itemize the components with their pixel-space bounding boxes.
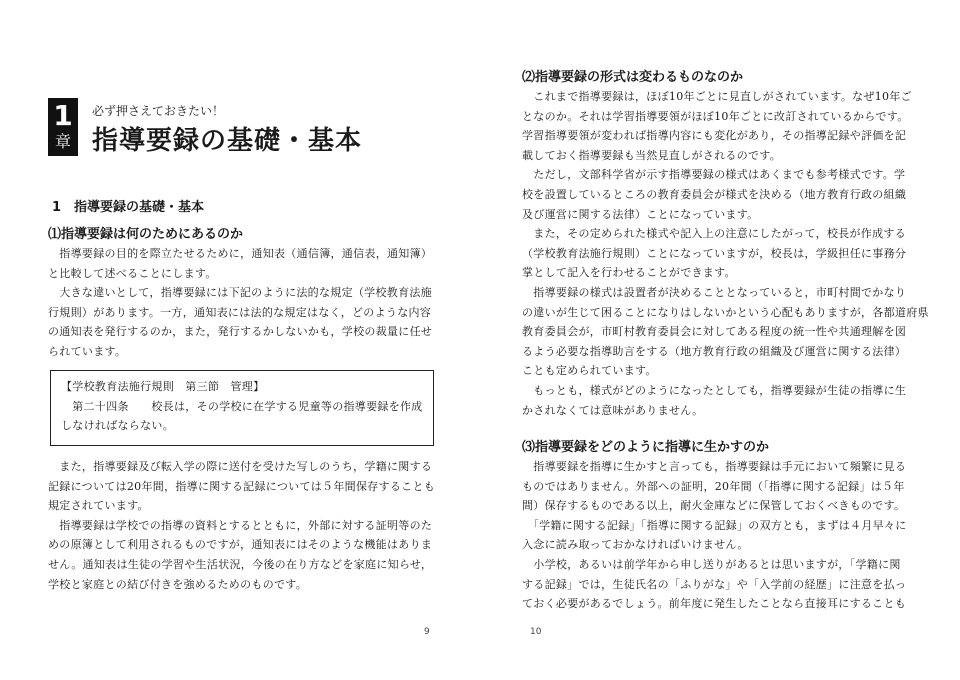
subsection-heading: ⑵指導要録の形式は変わるものなのか xyxy=(522,70,744,85)
text-line: 指導要録は学校での指導の資料とするとともに，外部に対する証明等のた xyxy=(48,518,433,532)
text-line: また，その定められた様式や記入上の注意にしたがって，校長が作成する xyxy=(522,227,906,241)
subsection-1 xyxy=(48,225,432,362)
text-line: 指導要録を指導に生かすと言っても，指導要録は手元において頻繁に見る xyxy=(522,460,907,473)
paragraph xyxy=(522,457,907,614)
text-line: ておく必要があるでしょう。前年度に発生したことなら直接耳にすることも xyxy=(522,597,907,611)
chapter-subtitle: 必ず押さえておきたい！ xyxy=(92,104,225,118)
text-line: 掌として記入を行わせることができます。 xyxy=(522,266,736,280)
chapter-number: 1 xyxy=(53,99,73,132)
text-line: の通知表を発行するのか，また，発行するかしないかも，学校の裁量に任せ xyxy=(48,325,433,339)
text-line: （学校教育法施行規則）ことになっていますが，校長は，学級担任に事務分 xyxy=(522,246,907,260)
paragraph xyxy=(48,244,432,362)
subsection-heading: ⑶指導要録をどのように指導に生かすのか xyxy=(522,440,770,455)
right-page xyxy=(480,0,960,680)
chapter-kanji: 章 xyxy=(54,132,71,151)
text-line: 及び運営に関する法律）ことになっています。 xyxy=(522,207,759,221)
page-number: 9 xyxy=(424,627,430,637)
text-line: 大きな違いとして，指導要録には下記のように法的な規定（学校教育法施 xyxy=(48,286,432,300)
text-line: また，指導要録及び転入学の際に送付を受けた写しのうち，学籍に関する xyxy=(48,460,433,473)
paragraph xyxy=(522,87,929,420)
text-line: 教育委員会が，市町村教育委員会に対してある程度の統一性や共通理解を図 xyxy=(522,325,907,339)
text-line: 指導要録の様式は設置者が決めることとなっていると，市町村間でかなり xyxy=(522,285,907,299)
page-number: 10 xyxy=(530,627,542,637)
text-line: 指導要録の目的を際立たせるために，通知表（通信簿，通信表，通知簿） xyxy=(48,247,433,260)
text-line: 入念に読み取っておかなければいけません。 xyxy=(522,538,749,552)
text-line: する記録」では，生徒氏名の「ふりがな」や「入学前の経歴」に注意を払っ xyxy=(522,577,907,591)
text-line: 学校と家庭との結び付きを強めるためのものです。 xyxy=(48,577,308,591)
quote-line: 第二十四条 校長は，その学校に在学する児童等の指導要録を作成 xyxy=(61,399,423,413)
subsection-3 xyxy=(522,438,907,614)
text-line: となのか。それは学習指導要領がほぼ10年ごとに改訂されているからです。 xyxy=(522,109,909,123)
text-line: 校を設置しているところの教育委員会が様式を決める（地方教育行政の組織 xyxy=(522,187,907,201)
text-line: かされなくては意味がありません。 xyxy=(522,403,704,417)
text-line: るよう必要な指導助言をする（地方教育行政の組織及び運営に関する法律） xyxy=(522,344,907,358)
text-line: めの原簿として利用されるものですが，通知表にはそのような機能はありま xyxy=(48,538,433,552)
paragraph-2 xyxy=(48,457,435,594)
text-line: 規定されています。 xyxy=(48,499,149,513)
law-quote-box xyxy=(50,370,434,446)
text-line: せん。通知表は生徒の学習や生活状況，今後の在り方などを家庭に知らせ， xyxy=(48,557,433,571)
quote-line: しなければならない。 xyxy=(61,419,174,433)
subsection-heading: ⑴指導要録は何のためにあるのか xyxy=(48,227,244,242)
text-line: 学習指導要領が変われば指導内容にも変化があり，その指導記録や評価を記 xyxy=(522,129,907,143)
text-line: られています。 xyxy=(48,344,127,358)
text-line: 載しておく指導要録も当然見直しがされるのです。 xyxy=(522,148,782,162)
chapter-title: 指導要録の基礎・基本 xyxy=(92,126,363,156)
section-title: 1 指導要録の基礎・基本 xyxy=(52,200,205,215)
text-line: 「学籍に関する記録」「指導に関する記録」の双方とも，まずは４月早々に xyxy=(522,518,907,532)
text-line: ものではありません。外部への証明，20年間（「指導に関する記録」は５年 xyxy=(522,479,905,493)
text-line: 記録については20年間，指導に関する記録については５年間保存することも xyxy=(48,479,436,493)
quote-line: 【学校教育法施行規則 第三節 管理】 xyxy=(61,380,265,393)
text-line: ことも定められています。 xyxy=(522,364,657,378)
text-line: もっとも，様式がどのようになったとしても，指導要録が生徒の指導に生 xyxy=(522,383,907,397)
text-line: これまで指導要録は，ほぼ10年ごとに見直しがされています。なぜ10年ご xyxy=(522,90,912,103)
subsection-2 xyxy=(522,68,929,420)
text-line: と比較して述べることにします。 xyxy=(48,266,217,280)
text-line: 行規則）があります。一方，通知表には法的な規定はなく，どのような内容 xyxy=(48,305,432,319)
text-line: 間）保存するものである以上，耐火金庫などに保管しておくべきものです。 xyxy=(522,499,906,513)
text-line: の違いが生じて困ることになりはしないかという心配もありますが，各都道府県 xyxy=(522,305,929,319)
text-line: ただし，文部科学省が示す指導要録の様式はあくまでも参考様式です。学 xyxy=(522,168,906,182)
chapter-badge xyxy=(48,98,78,156)
text-line: 小学校，あるいは前学年から申し送りがあるとは思いますが，「学籍に関 xyxy=(522,557,901,571)
